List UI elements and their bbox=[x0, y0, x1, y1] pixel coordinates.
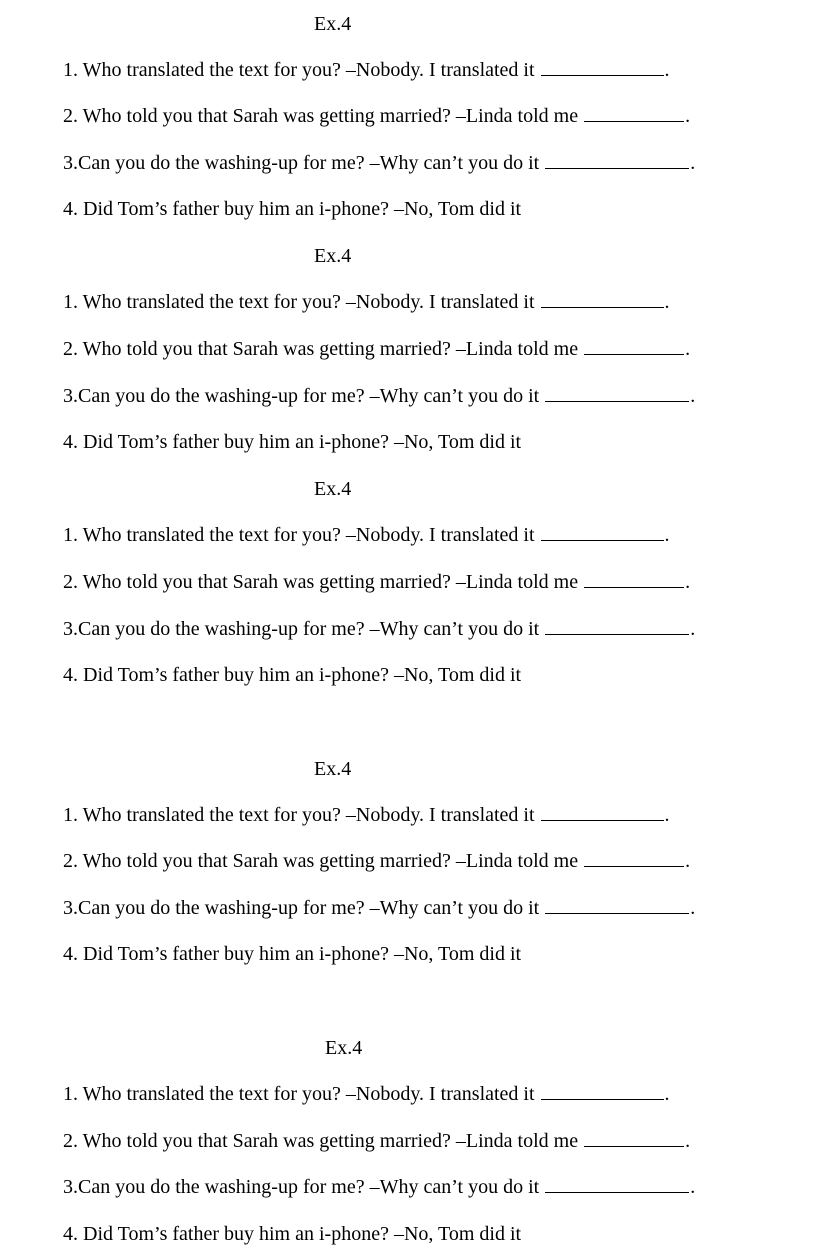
exercise-item bbox=[63, 523, 670, 547]
item-end: . bbox=[664, 291, 670, 313]
exercise-item bbox=[63, 803, 670, 827]
item-text: 2. Who told you that Sarah was getting married? –Linda told me bbox=[63, 105, 579, 127]
item-text: 4. Did Tom’s father buy him an i-phone? –No, Tom did it bbox=[63, 943, 522, 965]
item-text: 4. Did Tom’s father buy him an i-phone? –No, Tom did it bbox=[63, 431, 522, 453]
item-text: 3.Can you do the washing-up for me? –Why can’t you do it bbox=[63, 618, 540, 640]
item-text: 2. Who told you that Sarah was getting married? –Linda told me bbox=[63, 1130, 579, 1152]
item-text: 1. Who translated the text for you? –Nobody. I translated it bbox=[63, 1083, 535, 1105]
answer-blank[interactable] bbox=[545, 1175, 689, 1193]
item-text: 3.Can you do the washing-up for me? –Why can’t you do it bbox=[63, 1176, 540, 1198]
exercise-item bbox=[63, 849, 690, 873]
exercise-heading: Ex.4 bbox=[314, 478, 352, 500]
answer-blank[interactable] bbox=[584, 570, 684, 588]
item-end: . bbox=[685, 338, 691, 360]
exercise-item bbox=[63, 151, 695, 175]
exercise-item bbox=[63, 1129, 690, 1153]
exercise-item bbox=[63, 58, 670, 82]
item-end: . bbox=[690, 1176, 696, 1198]
exercise-heading: Ex.4 bbox=[325, 1037, 363, 1059]
item-text: 2. Who told you that Sarah was getting married? –Linda told me bbox=[63, 338, 579, 360]
answer-blank[interactable] bbox=[541, 523, 664, 541]
exercise-item bbox=[63, 337, 690, 361]
item-text: 4. Did Tom’s father buy him an i-phone? –No, Tom did it bbox=[63, 1223, 522, 1245]
exercise-item bbox=[63, 896, 695, 920]
item-end: . bbox=[690, 385, 696, 407]
item-text: 3.Can you do the washing-up for me? –Why can’t you do it bbox=[63, 385, 540, 407]
answer-blank[interactable] bbox=[545, 151, 689, 169]
item-text: 2. Who told you that Sarah was getting married? –Linda told me bbox=[63, 850, 579, 872]
item-text: 1. Who translated the text for you? –Nobody. I translated it bbox=[63, 804, 535, 826]
exercise-item bbox=[63, 663, 521, 687]
exercise-item bbox=[63, 1082, 670, 1106]
item-text: 3.Can you do the washing-up for me? –Why can’t you do it bbox=[63, 152, 540, 174]
exercise-heading: Ex.4 bbox=[314, 13, 352, 35]
item-end: . bbox=[690, 618, 696, 640]
answer-blank[interactable] bbox=[545, 384, 689, 402]
item-end: . bbox=[664, 1083, 670, 1105]
item-end: . bbox=[690, 152, 696, 174]
item-text: 1. Who translated the text for you? –Nobody. I translated it bbox=[63, 291, 535, 313]
answer-blank[interactable] bbox=[541, 290, 664, 308]
item-text: 2. Who told you that Sarah was getting married? –Linda told me bbox=[63, 571, 579, 593]
exercise-heading: Ex.4 bbox=[314, 245, 352, 267]
exercise-heading: Ex.4 bbox=[314, 758, 352, 780]
answer-blank[interactable] bbox=[584, 337, 684, 355]
item-text: 1. Who translated the text for you? –Nobody. I translated it bbox=[63, 59, 535, 81]
item-end: . bbox=[664, 524, 670, 546]
exercise-item bbox=[63, 197, 521, 221]
item-end: . bbox=[685, 850, 691, 872]
item-text: 4. Did Tom’s father buy him an i-phone? –No, Tom did it bbox=[63, 198, 522, 220]
exercise-item bbox=[63, 104, 690, 128]
answer-blank[interactable] bbox=[541, 1082, 664, 1100]
item-end: . bbox=[685, 105, 691, 127]
exercise-item bbox=[63, 570, 690, 594]
answer-blank[interactable] bbox=[584, 849, 684, 867]
answer-blank[interactable] bbox=[584, 104, 684, 122]
item-text: 3.Can you do the washing-up for me? –Why can’t you do it bbox=[63, 897, 540, 919]
exercise-item bbox=[63, 1175, 695, 1199]
item-text: 4. Did Tom’s father buy him an i-phone? –No, Tom did it bbox=[63, 664, 522, 686]
item-end: . bbox=[690, 897, 696, 919]
answer-blank[interactable] bbox=[541, 58, 664, 76]
exercise-item bbox=[63, 384, 695, 408]
answer-blank[interactable] bbox=[545, 617, 689, 635]
item-end: . bbox=[664, 59, 670, 81]
exercise-item bbox=[63, 1222, 521, 1246]
exercise-item bbox=[63, 430, 521, 454]
item-end: . bbox=[664, 804, 670, 826]
answer-blank[interactable] bbox=[541, 803, 664, 821]
exercise-item bbox=[63, 290, 670, 314]
exercise-item bbox=[63, 617, 695, 641]
answer-blank[interactable] bbox=[584, 1129, 684, 1147]
answer-blank[interactable] bbox=[545, 896, 689, 914]
item-end: . bbox=[685, 1130, 691, 1152]
exercise-item bbox=[63, 942, 521, 966]
item-end: . bbox=[685, 571, 691, 593]
item-text: 1. Who translated the text for you? –Nobody. I translated it bbox=[63, 524, 535, 546]
